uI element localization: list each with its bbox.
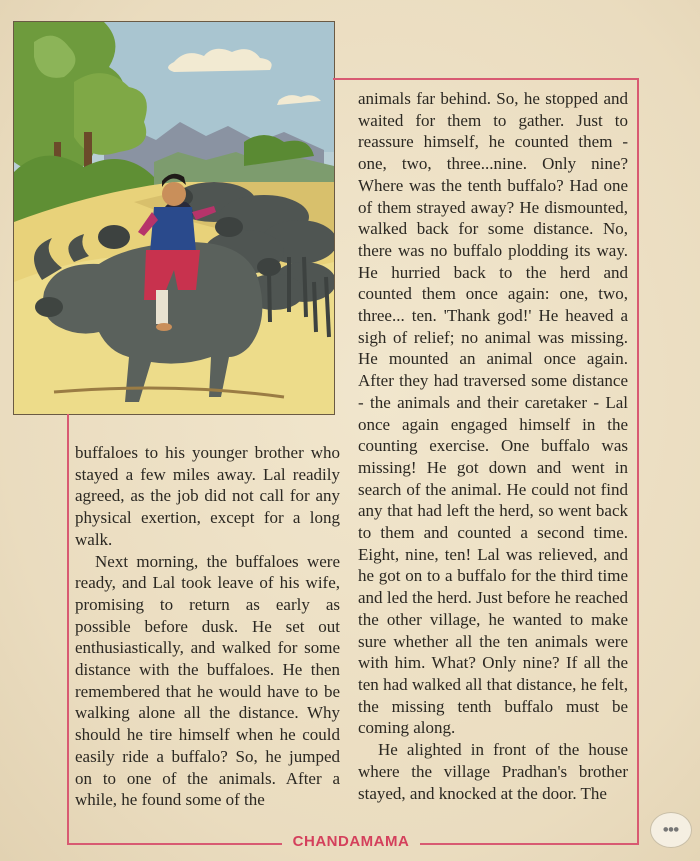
right-text-column — [358, 88, 628, 804]
frame-bottom-border-left — [67, 843, 282, 845]
frame-bottom-border-right — [420, 843, 639, 845]
boy-riding-buffalo-herd-illustration — [14, 22, 334, 414]
frame-left-border — [67, 414, 69, 844]
right-paragraph-1: animals far behind. So, he stopped and waited for them to gather. Just to reassure himself, he counted them - one, two, three...nine. Only nine? Where was the tenth buffalo? Had one of them strayed away? He dismounted, walked back for some distance. No, there was no buffalo plodding its way. He hurried back to the herd and counted them once again: one, two, three... ten. 'Thank god!' He heaved a sigh of relief; no animal was missing. He mounted an animal once again. After they had traversed some distance - the animals and their caretaker - Lal once again engaged himself in the counting exercise. One buffalo was missing! He got down and went in search of the animal. He could not find any that had left the herd, so went back to them and counted a second time. Eight, nine, ten! Lal was relieved, and he got on to a buffalo for the third time and led the herd. Just before he reached the other village, he wanted to make sure whether all the ten animals were with him. What? Only nine? If all the ten had walked all that distance, he felt, the missing tenth buffalo must be coming along. — [358, 89, 628, 738]
frame-top-border — [333, 78, 639, 80]
magazine-footer-title: CHANDAMAMA — [292, 833, 410, 850]
frame-right-border — [637, 78, 639, 844]
left-text-column — [75, 442, 340, 811]
right-paragraph-2: He alighted in front of the house where the village Pradhan's brother stayed, and knocked at the door. The — [358, 740, 628, 803]
left-paragraph-1: buffaloes to his younger brother who stayed a few miles away. Lal readily agreed, as the job did not call for any physical exertion, except for a long walk. — [75, 443, 340, 549]
left-paragraph-2: Next morning, the buffaloes were ready, and Lal took leave of his wife, promising to return as early as possible before dusk. He set out enthusiastically, and walked for some distance with the buffaloes. He then remembered that he would have to be walking alone all the distance. Why should he tire himself when he could easily ride a buffalo? So, he jumped on to one of the animals. After a while, he found some of the — [75, 551, 340, 810]
story-illustration — [13, 21, 335, 415]
library-stamp-icon: ●●● — [650, 812, 692, 848]
